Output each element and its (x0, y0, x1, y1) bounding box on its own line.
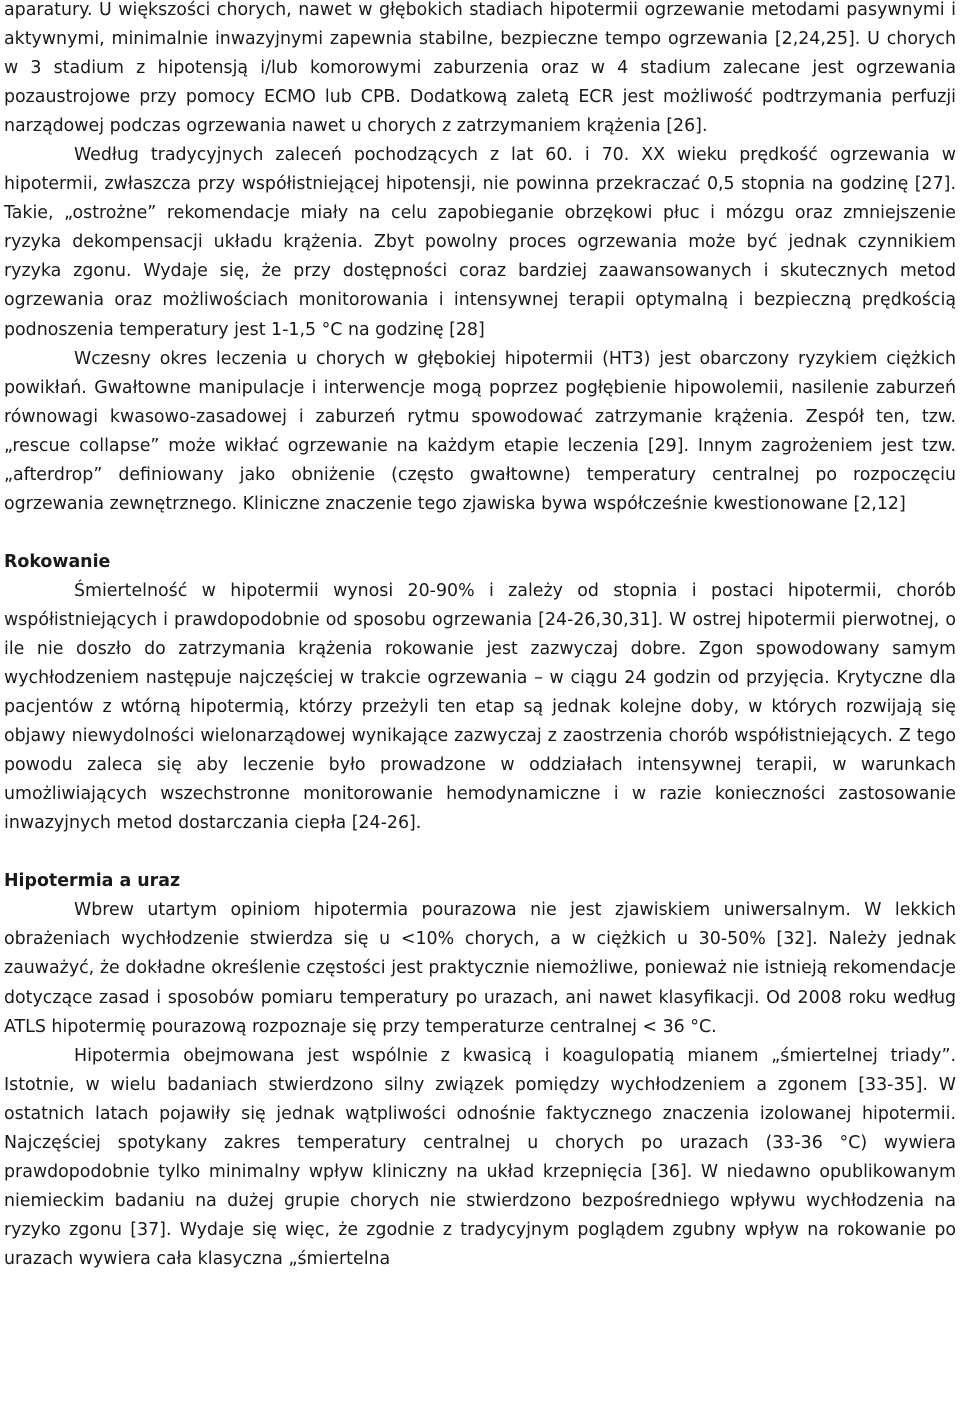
section-heading-prognosis: Rokowanie (4, 551, 111, 572)
paragraph-trauma-incidence: Wbrew utartym opiniom hipotermia pourazowa nie jest zjawiskiem uniwersalnym. W lekkich obrażeniach wychłodzenie stwierdza się u <10% chorych, a w ciężkich u 30-50% [32]. Należy jednak zauważyć, że dokładne określenie częstości jest praktycznie niemożliwe, ponieważ nie istnieją rekomendacje dotyczące zasad i sposobów pomiaru temperatury po urazach, ani nawet klasyfikacji. Od 2008 roku według ATLS hipotermię pourazową rozpoznaje się przy temperaturze centralnej < 36 °C. (4, 900, 956, 1037)
section-spacer (4, 838, 956, 867)
paragraph-rewarming-methods: aparatury. U większości chorych, nawet w głębokich stadiach hipotermii ogrzewanie metodami pasywnymi i aktywnymi, minimalnie inwazyjnymi zapewnia stabilne, bezpieczne tempo ogrzewania [2,24,25]. U chorych w 3 stadium z hipotensją i/lub komorowymi zaburzenia oraz w 4 stadium zalecane jest ogrzewania pozaustrojowe przy pomocy ECMO lub CPB. Dodatkową zaletą ECR jest możliwość podtrzymania perfuzji narządowej podczas ogrzewania nawet u chorych z zatrzymaniem krążenia [26]. (4, 0, 956, 137)
paragraph-complications: Wczesny okres leczenia u chorych w głębokiej hipotermii (HT3) jest obarczony ryzykiem ciężkich powikłań. Gwałtowne manipulacje i interwencje mogą poprzez pogłębienie hipowolemii, nasilenie zaburzeń równowagi kwasowo-zasadowej i zaburzeń rytmu spowodować zatrzymanie krążenia. Zespół ten, tzw. „rescue collapse” może wikłać ogrzewanie na każdym etapie leczenia [29]. Innym zagrożeniem jest tzw. „afterdrop” definiowany jako obniżenie (często gwałtowne) temperatury centralnej po rozpoczęciu ogrzewania zewnętrznego. Kliniczne znaczenie tego zjawiska bywa współcześnie kwestionowane [2,12] (4, 348, 956, 514)
paragraph-rewarming-rate: Według tradycyjnych zaleceń pochodzących z lat 60. i 70. XX wieku prędkość ogrzewania w hipotermii, zwłaszcza przy współistniejącej hipotensji, nie powinna przekraczać 0,5 stopnia na godzinę [27]. Takie, „ostrożne” rekomendacje miały na celu zapobieganie obrzękowi płuc i mózgu oraz zmniejszenie ryzyka dekompensacji układu krążenia. Zbyt powolny proces ogrzewania może być jednak czynnikiem ryzyka zgonu. Wydaje się, że przy dostępności coraz bardziej zaawansowanych i skutecznych metod ogrzewania oraz możliwościach monitorowania i intensywnej terapii optymalną i bezpieczną prędkością podnoszenia temperatury jest 1-1,5 °C na godzinę [28] (4, 145, 956, 340)
paragraph-lethal-triad: Hipotermia obejmowana jest wspólnie z kwasicą i koagulopatią mianem „śmiertelnej triady”. Istotnie, w wielu badaniach stwierdzono silny związek pomiędzy wychłodzeniem a zgonem [33-35]. W ostatnich latach pojawiły się jednak wątpliwości odnośnie faktycznego znaczenia izolowanej hipotermii. Najczęściej spotykany zakres temperatury centralnej u chorych po urazach (33-36 °C) wywiera prawdopodobnie tylko minimalny wpływ kliniczny na układ krzepnięcia [36]. W niedawno opublikowanym niemieckim badaniu na dużej grupie chorych nie stwierdzono bezpośredniego wpływu wychłodzenia na ryzyko zgonu [37]. Wydaje się więc, że zgodnie z tradycyjnym poglądem zgubny wpływ na rokowanie po urazach wywiera cała klasyczna „śmiertelna (4, 1045, 956, 1269)
section-heading-trauma: Hipotermia a uraz (4, 871, 181, 892)
section-spacer (4, 519, 956, 548)
paragraph-prognosis: Śmiertelność w hipotermii wynosi 20-90% i zależy od stopnia i postaci hipotermii, chorób współistniejących i prawdopodobnie od sposobu ogrzewania [24-26,30,31]. W ostrej hipotermii pierwotnej, o ile nie doszło do zatrzymania krążenia rokowanie jest zazwyczaj dobre. Zgon spowodowany samym wychłodzeniem następuje najczęściej w trakcie ogrzewania – w ciągu 24 godzin od przyjęcia. Krytyczne dla pacjentów z wtórną hipotermią, którzy przeżyli ten etap są jednak kolejne doby, w których rozwijają się objawy niewydolności wielonarządowej wynikające zazwyczaj z zaostrzenia chorób współistniejących. Z tego powodu zaleca się aby leczenie było prowadzone w oddziałach intensywnej terapii, w warunkach umożliwiających wszechstronne monitorowanie hemodynamiczne i w razie konieczności zastosowanie inwazyjnych metod dostarczania ciepła [24-26]. (4, 580, 956, 834)
